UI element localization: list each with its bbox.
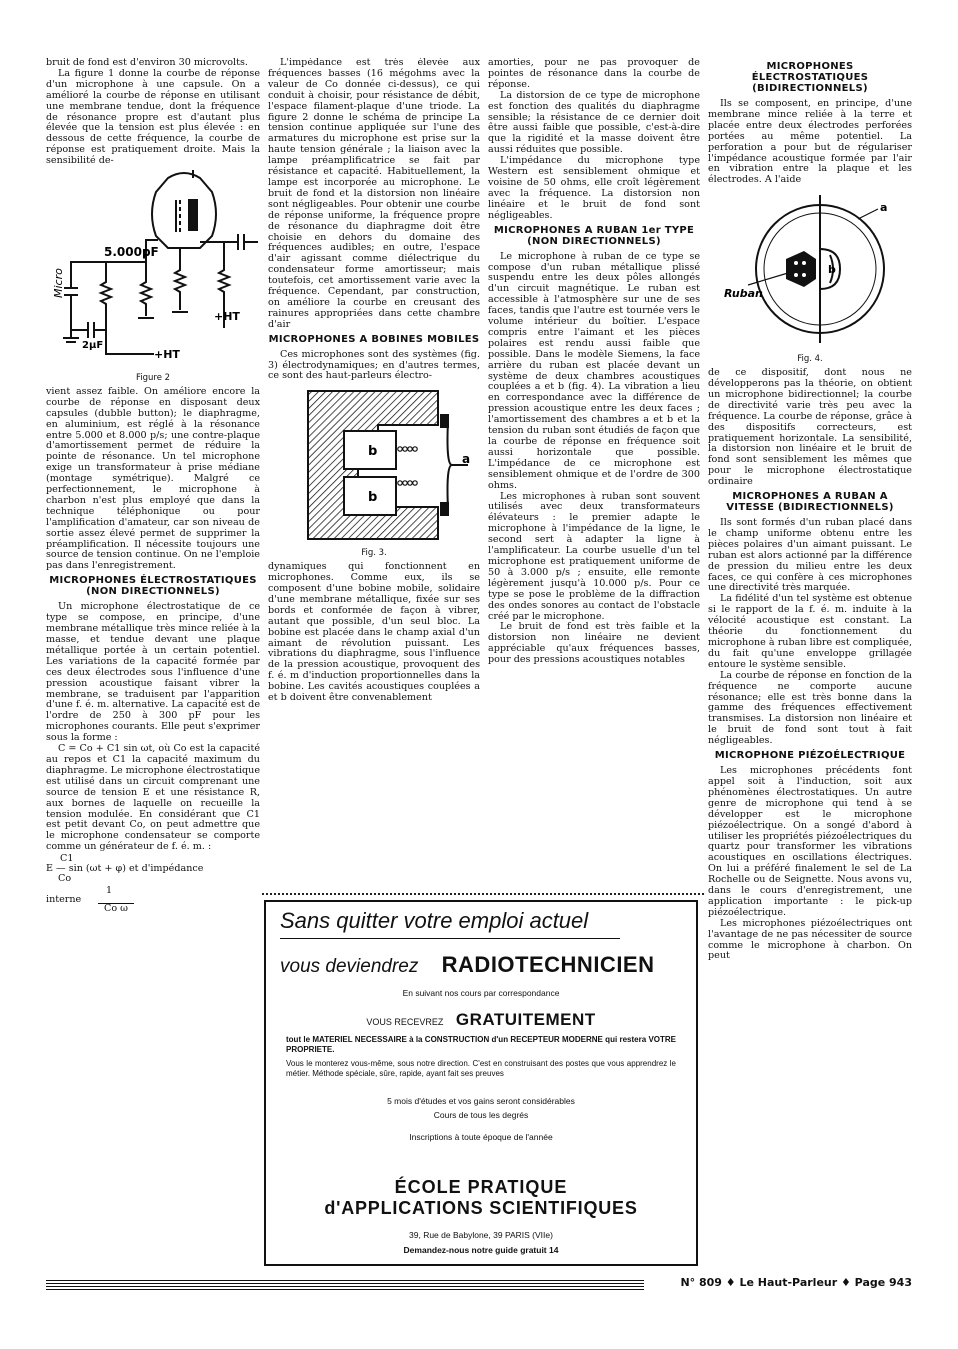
separator-rule (262, 893, 704, 895)
section-heading: MICROPHONES A BOBINES MOBILES (268, 333, 480, 345)
ad-inscriptions: Inscriptions à toute époque de l'année (409, 1132, 553, 1142)
page-footer (46, 1276, 912, 1292)
section-heading: MICROPHONES A RUBAN A VITESSE (BIDIRECTIONNELS) (726, 491, 894, 514)
ad-months: 5 mois d'études et vos gains seront considérables (387, 1096, 575, 1106)
ribbon-diagram (708, 189, 912, 349)
paragraph: La courbe de réponse en fonction de la fréquence ne comporte aucune résonance; elle est très bonne dans la gamme des fréquences effectivement transmises. La distorsion non linéaire et le bruit de fond sont tout à fait négligeables. (708, 669, 912, 747)
figure-3 (268, 385, 480, 559)
section-heading: MICROPHONES A RUBAN 1er TYPE (NON DIRECTIONNELS) (493, 224, 695, 247)
eq-den: Co ω (98, 903, 134, 915)
column-2 (268, 58, 480, 890)
label-micro: Micro (52, 268, 65, 299)
equation-emf (46, 854, 260, 885)
label-a: a (462, 452, 471, 467)
label-b: b (828, 263, 836, 277)
paragraph: amorties, pour ne pas provoquer de pointes de résonance dans la courbe de réponse. (488, 58, 700, 90)
ad-school-name-1: ÉCOLE PRATIQUE (394, 1177, 568, 1197)
label-ht-bottom: +HT (154, 348, 180, 362)
equation-impedance (46, 886, 260, 915)
ad-free-line (266, 1010, 696, 1030)
paragraph: L'impédance du microphone type Western est sensiblement ohmique et voisine de 50 ohms, elle croît légèrement avec la fréquence. La distorsion non linéaire et le bruit de fond sont négligeables. (488, 155, 700, 221)
ad-headline: Sans quitter votre emploi actuel (280, 908, 589, 933)
figure-caption: Figure 2 (135, 372, 171, 383)
ad-material: tout le MATERIEL NECESSAIRE à la CONSTRUCTION d'un RECEPTEUR MODERNE qui restera VOTRE PROPRIETE. (286, 1035, 676, 1054)
column-3 (488, 58, 700, 890)
column-4 (708, 58, 912, 1270)
paragraph: bruit de fond est d'environ 30 microvolts. (46, 58, 248, 68)
paragraph: dynamiques qui fonctionnent en microphones. Comme eux, ils se composent d'une bobine mobile, solidaire d'une membrane métallique, fixée sur ses bords et conformée de façon à vibrer, autant que possible, d'un seul bloc. La bobine est placée dans le champ axial d'un aimant de révolution puissant. Les vibrations du diaphragme, sous l'influence de la pression acoustique, provoquent des f. é. m d'induction proportionnelles dans la bobine. Les cavités acoustiques couplées a et b doivent être convenablement (268, 561, 480, 704)
label-ht-right: +HT (214, 310, 240, 324)
figure-caption: Fig. 4. (797, 354, 823, 365)
paragraph: Ils se composent, en principe, d'une membrane mince reliée à la terre et placée entre deux électrodes perforées portées au même potentiel. La perforation a pour but de régulariser l'impédance acoustique formée par l'air en vibration entre la plaque et les électrodes. A l'aide (708, 98, 912, 186)
section-heading: MICROPHONE PIÉZOÉLECTRIQUE (714, 750, 906, 762)
paragraph: Les microphones précédents font appel soit à l'induction, soit aux phénomènes électrostatiques. Un autre genre de microphone qui tend à se développer est le microphone piézoélectrique. On a songé d'abord à utiliser les propriétés piézoélectriques du quartz pour transformer les vibrations acoustiques en oscillations électriques. On lui a préféré finalement le sel de La Rochelle ou de Seignette. Nous avons vu, dans le cours d'enregistrement, une application importante : le pick-up piézoélectrique. (708, 765, 912, 918)
section-heading: MICROPHONES ÉLECTROSTATIQUES (NON DIRECTIONNELS) (49, 575, 257, 598)
moving-coil-diagram (268, 385, 480, 543)
ad-radiotechnicien: RADIOTECHNICIEN (441, 952, 655, 977)
ad-underline (280, 938, 620, 939)
paragraph: L'impédance est très élevée aux fréquences basses (16 mégohms avec la valeur de Co donnée ci-dessus), ce qui conduit à choisir, pour résistance de débit, l'espace filament-plaque d'une triode. La figure 2 donne le schéma de principe La tension continue appliquée sur l'une des armatures du microphone est prise sur la haute tension générale ; la liaison avec la lampe préamplificatrice se fait par résistance et capacité. Habituellement, la lampe est incorporée au microphone. Le bruit de fond et la distorsion non linéaire sont négligeables. Pour obtenir une courbe de réponse uniforme, la fréquence propre de résonance du diaphragme doit être choisie en dehors du domaine des fréquences audibles; en outre, l'espace d'air agissant comme diélectrique du condensateur forme amortisseur; mais toutefois, cet amortissement varie avec la fréquence. Cependant, par construction, on améliore la courbe en creusant des rainures appropriées dans cette chambre d'air (268, 58, 480, 330)
paragraph: vient assez faible. On améliore encore la courbe de réponse en disposant deux capsules (dubble button); le diaphragme, en aluminium, est réglé à la résonance entre 5.000 et 8.000 p/s; une contre-plaque d'amortissement permet de réduire la pointe de résonance. Un tel microphone exige un transformateur à prise médiane (montage symétrique). Malgré ce perfectionnement, le microphone à charbon n'est plus employé que dans la technique téléphonique ou pour l'amplification d'amateur, car son niveau de sortie assez élevé permet de supprimer la préamplification. Il nécessite toujours une source de tension continue. On ne l'emploie pas dans l'enregistrement. (46, 385, 260, 572)
paragraph: Ces microphones sont des systèmes (fig. 3) électrodynamiques; en d'autres termes, ce sont des haut-parleurs électro- (268, 348, 480, 382)
eq-den: Co (58, 873, 72, 885)
ad-guide: Demandez-nous notre guide gratuit 14 (403, 1245, 559, 1255)
label-b-bottom: b (368, 490, 378, 506)
section-heading: MICROPHONES ÉLECTROSTATIQUES (BIDIRECTIONNELS) (751, 61, 869, 94)
eq-num: C1 (60, 853, 74, 865)
figure-2 (46, 170, 260, 384)
paragraph: Ils sont formés d'un ruban placé dans le champ uniforme obtenu entre les pièces polaires d'un aimant puissant. Le ruban est alors actionné par la différence de pression du milieu entre les deux faces, ce qui confère à ces microphones une directivité très marquée. (708, 517, 912, 594)
column-1 (46, 58, 260, 1270)
footer-page-info: N° 809 ♦ Le Haut-Parleur ♦ Page 943 (680, 1276, 912, 1289)
paragraph: Les microphones piézoélectriques ont l'avantage de ne pas nécessiter de source comme le microphone à charbon. On peut (708, 917, 912, 962)
paragraph: de ce dispositif, dont nous ne développerons pas la théorie, on obtient un microphone bidirectionnel; la courbe de directivité varie très peu avec la fréquence. La courbe de réponse, grâce à des dispositifs correcteurs, est pratiquement horizontale. La sensibilité, la distorsion non linéaire et le bruit de fond sont sensiblement les mêmes que pour le microphone électrostatique ordinaire (708, 367, 912, 488)
label-a: a (880, 201, 888, 215)
figure-4 (708, 189, 912, 365)
ad-gratuitement: GRATUITEMENT (455, 1010, 596, 1029)
paragraph: Le bruit de fond est très faible et la distorsion non linéaire ne devient appréciable qu'aux fréquences basses, pour des pressions acoustiques notables (488, 621, 700, 666)
ad-correspondence: En suivant nos cours par correspondance (402, 988, 560, 998)
label-b-top: b (368, 444, 378, 460)
ad-you-will-become: vous deviendrez (280, 956, 419, 977)
eq-label: interne (46, 894, 82, 906)
eq-num: 1 (106, 885, 113, 897)
paragraph: La distorsion de ce type de microphone est fonction des qualités du diaphragme sensible; la résistance de ce dernier doit être aussi faible que possible, c'est-à-dire que la rigidité et la masse doivent être aussi réduites que possible. (488, 89, 700, 156)
ad-school-name-2: d'APPLICATIONS SCIENTIFIQUES (324, 1198, 638, 1218)
ad-address: 39, Rue de Babylone, 39 PARIS (VIIe) (409, 1230, 553, 1240)
label-ruban: Ruban (724, 287, 763, 301)
eq-body: E — sin (ωt + φ) et d'impédance (46, 863, 204, 875)
equation-text: C = Co + C1 sin ωt, où Co est la capacité au repos et C1 la capacité maximum du diaphragme. Le microphone électrostatique est utilisé dans un circuit comprenant une source de tension E et une résistance R, aux bornes de laquelle on recueille la tension modulée. En considérant que C1 est petit devant Co, on peut admettre que le microphone condensateur se comporte comme un générateur de f. é. m. : (46, 743, 260, 853)
circuit-diagram (46, 170, 260, 368)
advertisement-box (264, 900, 698, 1266)
label-2uf: 2μF (82, 340, 104, 352)
ad-method: Vous le monterez vous-même, sous notre direction. C'est en construisant des postes que vous apprendrez le métier. Méthode spéciale, sûre, rapide, ayant fait ses preuves (286, 1059, 676, 1078)
ad-subheadline (280, 952, 655, 978)
paragraph: Les microphones à ruban sont souvent utilisés avec deux transformateurs élévateurs : le premier adapte le microphone à l'impédance de la ligne, le second sert à adapter la ligne à l'amplificateur. La courbe usuelle d'un tel microphone est pratiquement uniforme de 50 à 3.000 p/s ; ensuite, elle remonte légèrement jusqu'à 10.000 p/s. Pour ce type se pose le problème de la diffraction des ondes sonores au contact de l'obstacle créé par le microphone. (488, 490, 700, 622)
label-5000pf: 5.000pF (104, 245, 159, 260)
paragraph: La fidélité d'un tel système est obtenue si le rapport de la f. é. m. induite à la vélocité acoustique est constant. La théorie du fonctionnement du microphone à ruban libre est compliquée, du fait qu'une enveloppe grillagée entoure le système sensible. (708, 593, 912, 670)
figure-caption: Fig. 3. (361, 548, 387, 559)
paragraph: Un microphone électrostatique de ce type se compose, en principe, d'une membrane métallique très mince reliée à la masse, et tendue devant une plaque métallique portée à un certain potentiel. Les variations de la capacité formée par ces deux électrodes sous l'influence d'une pression acoustique faisant vibrer la membrane, se traduisent par l'apparition d'une f. é. m. alternative. La capacité est de l'ordre de 250 à 300 pF pour les microphones courants. Elle peut s'exprimer sous la forme : (46, 601, 260, 744)
paragraph: La figure 1 donne la courbe de réponse d'un microphone à une capsule. On a amélioré la courbe de réponse en utilisant une membrane tendue, dont la fréquence de résonance propre est d'autant plus élevée que la tension est plus élevée : en dessous de cette fréquence, la courbe de réponse est pratiquement droite. Mais la sensibilité de- (46, 67, 260, 167)
ad-you-receive: VOUS RECEVREZ (366, 1017, 444, 1027)
footer-rule-lines (46, 1278, 644, 1290)
paragraph: Le microphone à ruban de ce type se compose d'un ruban métallique plissé suspendu entre les deux pôles allongés d'un circuit magnétique. Le ruban est accessible à l'atmosphère sur une de ses faces, tandis que l'autre est tournée vers le volume intérieur du boîtier. L'espace compris entre l'aimant et les pièces polaires est rendu aussi faible que possible. Dans le modèle Siemens, la face arrière du ruban est placée devant un système de deux chambres acoustiques couplées a et b (fig. 4). La vibration a lieu en correspondance avec la différence de pression acoustique entre les deux faces ; l'amortissement des chambres a et b et la tension du ruban sont étudiés de façon que la courbe de réponse en fréquence soit aussi horizontale que possible. L'impédance de ce microphone est sensiblement ohmique et de l'ordre de 300 ohms. (488, 250, 700, 491)
ad-courses: Cours de tous les degrés (433, 1110, 529, 1120)
